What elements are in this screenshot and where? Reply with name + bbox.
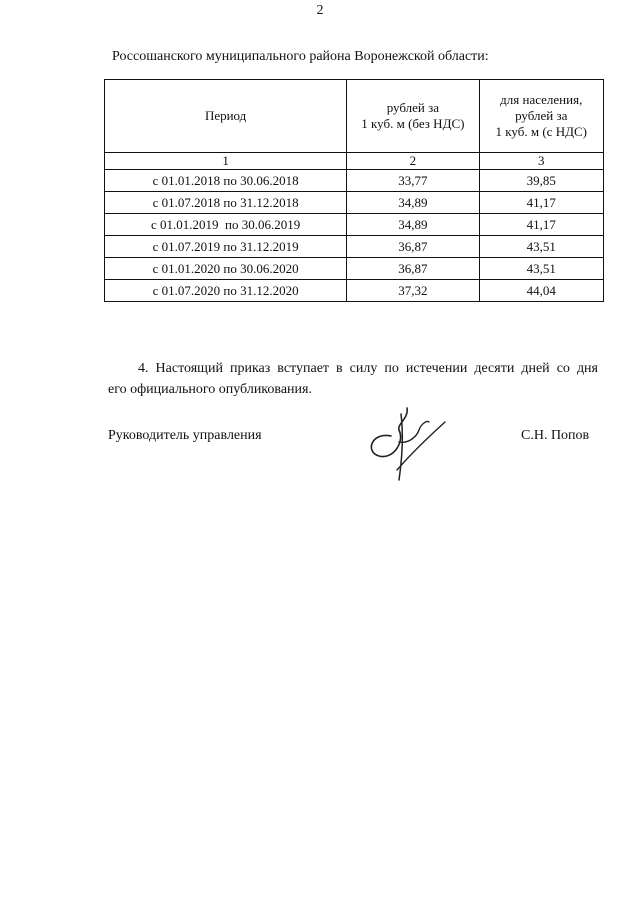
header-price-no-vat (347, 80, 479, 153)
table-row (105, 214, 604, 236)
intro-text: Россошанского муниципального района Воронежской области: (112, 49, 489, 64)
signer-position: Руководитель управления (108, 428, 262, 443)
header-period-line: Период (204, 108, 247, 123)
period-cell: с 01.01.2019 по 30.06.2019 (105, 214, 347, 236)
price-no-vat-cell: 34,89 (347, 192, 479, 214)
table-row (105, 170, 604, 192)
header-price-with-vat (479, 80, 604, 153)
price-no-vat-cell: 36,87 (347, 258, 479, 280)
effective-date-paragraph (108, 358, 598, 400)
price-no-vat-cell: 37,32 (347, 280, 479, 302)
price-with-vat-cell: 44,04 (479, 280, 604, 302)
price-no-vat-cell: 33,77 (347, 170, 479, 192)
column-number: 3 (479, 153, 604, 170)
column-number: 1 (105, 153, 347, 170)
price-no-vat-cell: 34,89 (347, 214, 479, 236)
period-cell: с 01.01.2020 по 30.06.2020 (105, 258, 347, 280)
column-number-row (105, 153, 604, 170)
price-no-vat-cell: 36,87 (347, 236, 479, 258)
period-cell: с 01.07.2019 по 31.12.2019 (105, 236, 347, 258)
price-with-vat-cell: 39,85 (479, 170, 604, 192)
paragraph-line: его официального опубликования. (108, 382, 312, 397)
signer-name: С.Н. Попов (521, 428, 590, 443)
handwritten-signature (357, 400, 449, 482)
price-with-vat-cell: 41,17 (479, 214, 604, 236)
tariff-table (104, 79, 604, 302)
period-cell: с 01.07.2018 по 31.12.2018 (105, 192, 347, 214)
header-price-with-vat-line: рублей за (515, 108, 568, 123)
table-header-row (105, 80, 604, 153)
header-price-with-vat-line: 1 куб. м (с НДС) (495, 124, 587, 139)
header-price-with-vat-line: для населения, (500, 92, 583, 107)
table-row (105, 192, 604, 214)
column-number: 2 (347, 153, 479, 170)
header-period (105, 80, 347, 153)
period-cell: с 01.07.2020 по 31.12.2020 (105, 280, 347, 302)
price-with-vat-cell: 41,17 (479, 192, 604, 214)
header-price-no-vat-line: рублей за (386, 100, 440, 115)
paragraph-line: 4. Настоящий приказ вступает в силу по истечении десяти дней со дня (138, 361, 598, 376)
period-cell: с 01.01.2018 по 30.06.2018 (105, 170, 347, 192)
page-number: 2 (316, 3, 324, 18)
header-price-no-vat-line: 1 куб. м (без НДС) (361, 116, 465, 131)
table-row (105, 258, 604, 280)
price-with-vat-cell: 43,51 (479, 236, 604, 258)
price-with-vat-cell: 43,51 (479, 258, 604, 280)
table-row (105, 236, 604, 258)
table-row (105, 280, 604, 302)
